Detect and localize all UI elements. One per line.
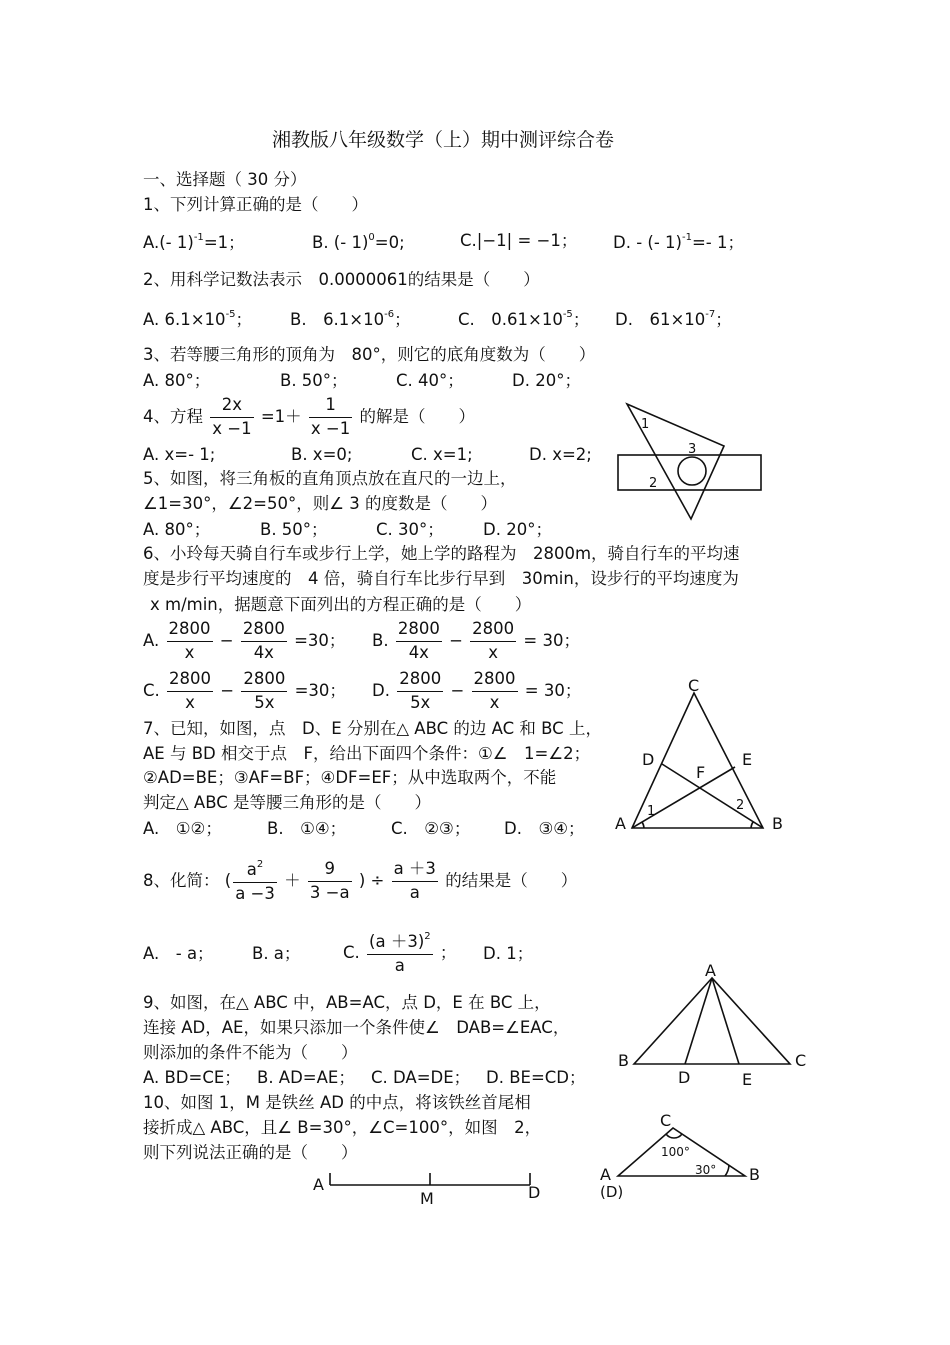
q6-option-d: D. $\frac{2800}{5x}$ − $\frac{2800}{x}$ = 30；: [372, 669, 582, 712]
q10-line3: 则下列说法正确的是（ ）: [143, 1143, 358, 1162]
label-a: A: [615, 814, 626, 833]
q6-option-a: A. $\frac{2800}{x}$ − $\frac{2800}{4x}$ =30；: [143, 619, 346, 662]
label-d: D: [678, 1068, 691, 1087]
q2-option-a: A. $6.1\times 10^{-5}$；: [143, 309, 253, 329]
triangle-abc: [634, 978, 790, 1064]
q7-line2: AE 与 BD 相交于点 F，给出下面四个条件：①∠ 1=∠2；: [143, 744, 591, 763]
q7-line4: 判定△ ABC 是等腰三角形的是（ ）: [143, 793, 432, 812]
label-angle-2: 2: [736, 798, 745, 813]
q10-line2: 接折成△ ABC，且∠ B=30°，∠C=100°，如图 2，: [143, 1118, 542, 1137]
q8-option-d: D. 1；: [483, 944, 534, 963]
q7-line1: 7、已知，如图，点 D、E 分别在△ ABC 的边 AC 和 BC 上，: [143, 719, 602, 738]
label-d: D: [642, 750, 655, 769]
q2-option-d: D. $61\times 10^{-7}$；: [615, 309, 732, 329]
q4-option-b: B. x=0;: [291, 445, 353, 464]
ruler-hole: [678, 457, 706, 485]
q5-line1: 5、如图，将三角板的直角顶点放在直尺的一边上，: [143, 469, 517, 488]
q5-option-a: A. 80°；: [143, 520, 211, 539]
label-d-paren: (D): [600, 1183, 624, 1201]
label-e: E: [742, 750, 753, 769]
label-e: E: [742, 1070, 753, 1089]
angle-2-arc: [751, 822, 753, 828]
q3-option-b: B. 50°；: [280, 371, 348, 390]
q6-line1: 6、小玲每天骑自行车或步行上学，她上学的路程为 2800m，骑自行车的平均速: [143, 544, 740, 563]
angle-c-arc: [666, 1134, 682, 1138]
q2-option-c: C. $0.61\times 10^{-5}$；: [458, 309, 590, 329]
label-c: C: [795, 1051, 807, 1070]
q7-option-b: B. ①④；: [267, 819, 347, 838]
angle-2-label: 2: [649, 476, 658, 491]
q4-option-c: C. x=1;: [411, 445, 473, 464]
label-b: B: [618, 1051, 629, 1070]
q9-figure: [612, 960, 812, 1090]
q1-option-a: A.(- 1)$^{-1}$=1；: [143, 232, 245, 252]
q5-line2: ∠1=30°，∠2=50°，则∠ 3 的度数是（ ）: [143, 494, 498, 513]
q8-expression: 8、化简： ( $\frac{a^2}{a -3}$ ＋ $\frac{9}{3 -a}$ ) ÷ $\frac{a +3}{a}$ 的结果是（ ）: [143, 859, 578, 903]
q4-equation: 4、方程 $\frac{2x}{x -1}$ =1＋ $\frac{1}{x -1}$ 的解是（ ）: [143, 395, 476, 438]
q4-option-a: A. x=- 1;: [143, 445, 216, 464]
q3-stem: 3、若等腰三角形的顶角为 80°，则它的底角度数为（ ）: [143, 345, 596, 364]
q3-option-a: A. 80°；: [143, 371, 211, 390]
label-c: C: [688, 676, 700, 695]
q5-option-b: B. 50°；: [260, 520, 328, 539]
q7-option-c: C. ②③；: [391, 819, 471, 838]
q10-figure-1: [305, 1165, 555, 1210]
label-angle-c: 100°: [661, 1145, 690, 1159]
q10-line1: 10、如图 1，M 是铁丝 AD 的中点，将该铁丝首尾相: [143, 1093, 531, 1112]
label-a: A: [705, 961, 716, 980]
q10-figure-2: [595, 1108, 775, 1203]
q5-option-d: D. 20°；: [483, 520, 552, 539]
q7-option-a: A. ①②；: [143, 819, 222, 838]
label-f: F: [696, 763, 706, 782]
label-m: M: [420, 1189, 434, 1208]
segment-ae: [712, 978, 739, 1064]
q5-option-c: C. 30°；: [376, 520, 444, 539]
q9-option-a: A. BD=CE；: [143, 1068, 241, 1087]
q7-option-d: D. ③④；: [504, 819, 585, 838]
q7-line3: ②AD=BE；③AF=BF；④DF=EF；从中选取两个，不能: [143, 768, 557, 787]
label-b: B: [772, 814, 783, 833]
label-angle-b: 30°: [695, 1163, 717, 1177]
label-angle-1: 1: [647, 804, 656, 819]
q6-line2: 度是步行平均速度的 4 倍，骑自行车比步行早到 30min，设步行的平均速度为: [143, 569, 739, 588]
label-d: D: [528, 1183, 541, 1202]
q1-option-d: D. - (- 1)$^{-1}$=- 1；: [613, 232, 744, 252]
q2-option-b: B. $6.1\times 10^{-6}$；: [290, 309, 411, 329]
q5-figure: [600, 400, 780, 525]
label-a: A: [313, 1175, 324, 1194]
q7-figure: [610, 675, 800, 840]
segment-ad: [685, 978, 712, 1064]
label-b: B: [749, 1165, 760, 1184]
q8-option-a: A. - a；: [143, 944, 214, 963]
q3-option-d: D. 20°；: [512, 371, 581, 390]
q6-option-c: C. $\frac{2800}{x}$ − $\frac{2800}{5x}$ =30；: [143, 669, 346, 712]
q9-option-b: B. AD=AE；: [257, 1068, 355, 1087]
label-c: C: [660, 1111, 672, 1130]
angle-1-arc: [642, 822, 644, 828]
q9-line3: 则添加的条件不能为（ ）: [143, 1043, 358, 1062]
q1-stem: 1、下列计算正确的是（ ）: [143, 195, 368, 214]
q9-line1: 9、如图，在△ ABC 中，AB=AC，点 D，E 在 BC 上，: [143, 993, 551, 1012]
q4-option-d: D. x=2;: [529, 445, 592, 464]
angle-b-arc: [725, 1165, 729, 1176]
section-heading: 一、选择题（ 30 分）: [143, 170, 307, 189]
q9-option-d: D. BE=CD；: [486, 1068, 586, 1087]
q3-option-c: C. 40°；: [396, 371, 464, 390]
label-a: A: [600, 1165, 611, 1184]
page-title: 湘教版八年级数学（上）期中测评综合卷: [272, 129, 615, 151]
q8-option-c: C. $\frac{(a +3)^2}{a}$ ；: [343, 931, 457, 975]
q9-line2: 连接 AD，AE，如果只添加一个条件使∠ DAB=∠EAC，: [143, 1018, 570, 1037]
q2-stem: 2、用科学记数法表示 0.0000061的结果是（ ）: [143, 270, 540, 289]
q9-option-c: C. DA=DE；: [371, 1068, 471, 1087]
q1-option-c: C.|−1| = −1；: [460, 231, 578, 250]
q6-line3: x m/min，据题意下面列出的方程正确的是（ ）: [150, 595, 532, 614]
q8-option-b: B. a；: [252, 944, 301, 963]
segment-bd: [662, 764, 763, 828]
q6-option-b: B. $\frac{2800}{4x}$ − $\frac{2800}{x}$ = 30；: [372, 619, 580, 662]
angle-3-label: 3: [688, 442, 697, 457]
angle-1-label: 1: [641, 417, 650, 432]
q1-option-b: B. (- 1)$^0$=0;: [312, 232, 405, 252]
